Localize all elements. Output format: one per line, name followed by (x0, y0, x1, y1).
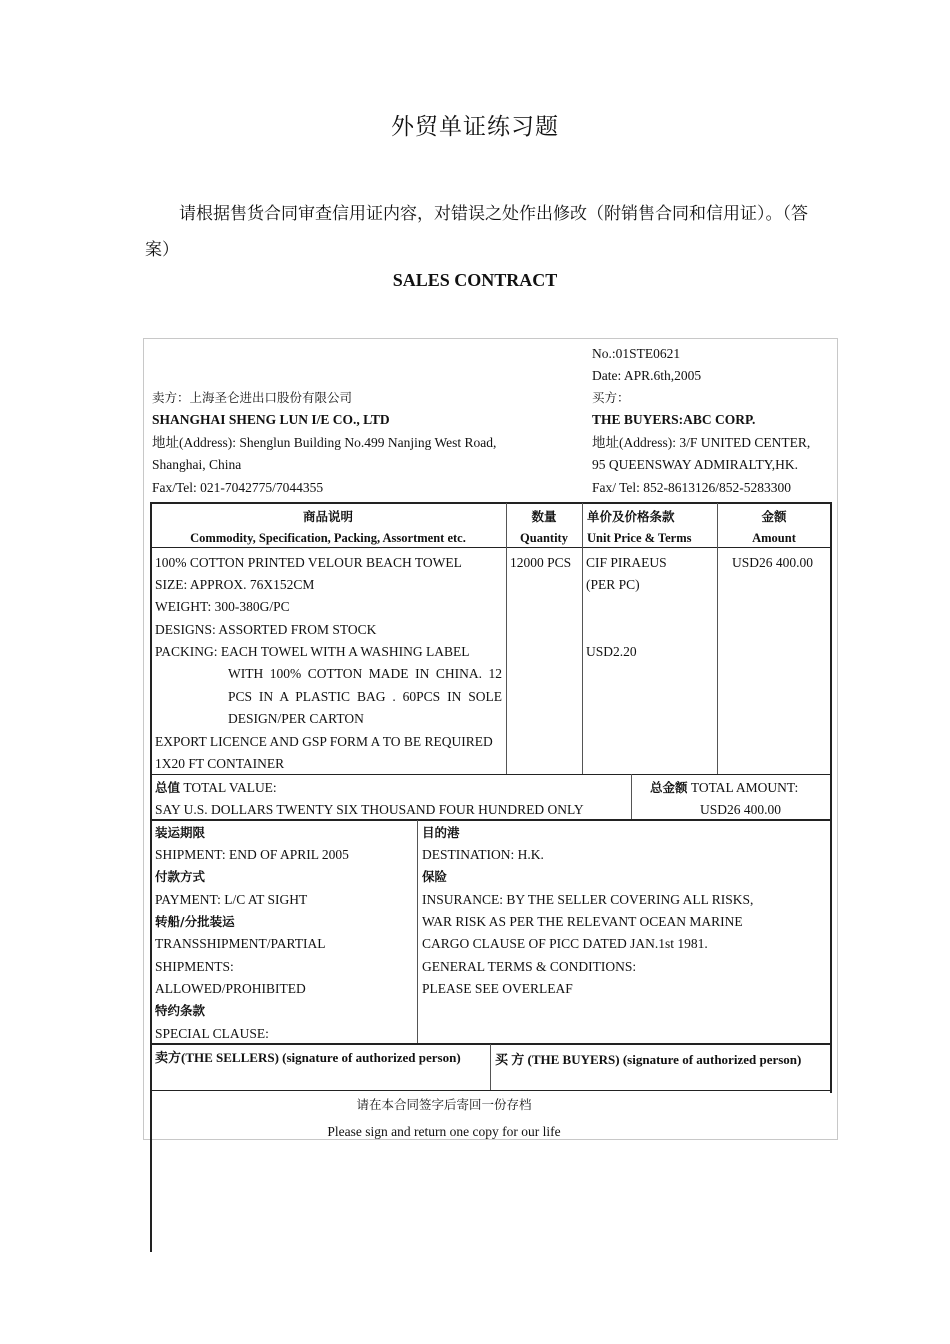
price-per-unit-note: (PER PC) (586, 577, 640, 592)
price-terms: CIF PIRAEUS (586, 555, 667, 570)
exercise-instruction: 请根据售货合同审查信用证内容，对错误之处作出修改（附销售合同和信用证）。（答案） (145, 204, 808, 260)
header-price-en: Unit Price & Terms (587, 531, 692, 545)
col-divider-price (582, 503, 583, 774)
total-amount-label: TOTAL AMOUNT: (690, 780, 799, 795)
buyer-address-line-1: 地址(Address): 3/F UNITED CENTER, (592, 435, 811, 450)
totals-divider (631, 774, 632, 820)
seller-address-line-1: 地址(Address): Shenglun Building No.499 Nanjing West Road, (152, 435, 497, 450)
goods-designs: DESIGNS: ASSORTED FROM STOCK (155, 622, 377, 637)
insurance-cn: 保险 (422, 869, 448, 884)
goods-amount: USD26 400.00 (732, 555, 814, 570)
header-amount-cn: 金额 (761, 509, 787, 524)
buyer-fax-tel: Fax/ Tel: 852-8613126/852-5283300 (592, 480, 792, 495)
buyer-name: THE BUYERS:ABC CORP. (592, 412, 756, 427)
header-quantity-en: Quantity (520, 531, 568, 545)
goods-packing-2: WITH 100% COTTON MADE IN CHINA. 12 (228, 666, 502, 681)
header-commodity-en: Commodity, Specification, Packing, Assortment etc. (190, 531, 466, 545)
shipment-term: SHIPMENT: END OF APRIL 2005 (155, 847, 349, 862)
goods-container: 1X20 FT CONTAINER (155, 756, 285, 771)
goods-packing-1: PACKING: EACH TOWEL WITH A WASHING LABEL (155, 644, 470, 659)
buyer-signature-label: 买 方 (THE BUYERS) (signature of authorized person) (495, 1052, 802, 1067)
seller-signature-label: 卖方(THE SELLERS) (signature of authorized person) (155, 1050, 461, 1065)
payment-cn: 付款方式 (155, 869, 206, 884)
header-price-cn: 单价及价格条款 (587, 509, 675, 524)
goods-description: 100% COTTON PRINTED VELOUR BEACH TOWEL (155, 555, 462, 570)
goods-size: SIZE: APPROX. 76X152CM (155, 577, 315, 592)
total-amount: USD26 400.00 (700, 802, 782, 817)
contract-date: Date: APR.6th,2005 (592, 368, 702, 383)
total-amount-cn: 总金额 (650, 780, 688, 795)
goods-quantity: 12000 PCS (510, 555, 572, 570)
terms-right-border (830, 819, 832, 1093)
seller-name: SHANGHAI SHENG LUN I/E CO., LTD (152, 412, 390, 427)
transshipment-line-3: ALLOWED/PROHIBITED (155, 981, 306, 996)
header-commodity-cn: 商品说明 (302, 509, 353, 524)
terms-divider (417, 820, 418, 1044)
transshipment-line-2: SHIPMENTS: (155, 959, 234, 974)
page-title: 外贸单证练习题 (391, 114, 559, 140)
header-amount-en: Amount (752, 531, 796, 545)
table-top-rule (150, 502, 831, 504)
seller-cn-label: 卖方：上海圣仑进出口股份有限公司 (152, 390, 353, 405)
goods-packing-3: PCS IN A PLASTIC BAG . 60PCS IN SOLE (228, 689, 502, 704)
special-clause: SPECIAL CLAUSE: (155, 1026, 269, 1041)
insurance-line-3: CARGO CLAUSE OF PICC DATED JAN.1st 1981. (422, 936, 708, 951)
general-terms: GENERAL TERMS & CONDITIONS: (422, 959, 637, 974)
header-quantity-cn: 数量 (531, 509, 557, 524)
return-copy-note-en: Please sign and return one copy for our life (327, 1124, 561, 1139)
total-value-label: TOTAL VALUE: (183, 780, 277, 795)
table-header-rule (150, 547, 831, 548)
special-clause-cn: 特约条款 (155, 1003, 206, 1018)
terms-top-rule (150, 819, 831, 821)
seller-address-line-2: Shanghai, China (152, 457, 242, 472)
destination-cn: 目的港 (422, 825, 460, 840)
unit-price: USD2.20 (586, 644, 637, 659)
signature-bottom-rule (150, 1090, 831, 1091)
goods-packing-4: DESIGN/PER CARTON (228, 711, 364, 726)
buyer-address-line-2: 95 QUEENSWAY ADMIRALTY,HK. (592, 457, 799, 472)
totals-top-rule (150, 774, 831, 775)
goods-weight: WEIGHT: 300-380G/PC (155, 599, 290, 614)
contract-heading: SALES CONTRACT (392, 270, 558, 290)
sales-contract-form (143, 338, 838, 1140)
destination-term: DESTINATION: H.K. (422, 847, 544, 862)
payment-term: PAYMENT: L/C AT SIGHT (155, 892, 308, 907)
total-value-in-words: SAY U.S. DOLLARS TWENTY SIX THOUSAND FOUR HUNDRED ONLY (155, 802, 584, 817)
insurance-line-2: WAR RISK AS PER THE RELEVANT OCEAN MARINE (422, 914, 743, 929)
transshipment-cn: 转船/分批装运 (155, 914, 235, 929)
buyer-cn-label: 买方： (592, 390, 630, 405)
shipment-cn: 装运期限 (155, 825, 206, 840)
seller-fax-tel: Fax/Tel: 021-7042775/7044355 (152, 480, 324, 495)
return-copy-note-cn: 请在本合同签字后寄回一份存档 (356, 1097, 532, 1112)
goods-export-licence: EXPORT LICENCE AND GSP FORM A TO BE REQUIRED (155, 734, 493, 749)
insurance-line-1: INSURANCE: BY THE SELLER COVERING ALL RISKS, (422, 892, 754, 907)
see-overleaf: PLEASE SEE OVERLEAF (422, 981, 573, 996)
signature-divider (490, 1044, 491, 1090)
total-value-cn: 总值 (155, 780, 181, 795)
contract-number: No.:01STE0621 (592, 346, 681, 361)
transshipment-line-1: TRANSSHIPMENT/PARTIAL (155, 936, 326, 951)
